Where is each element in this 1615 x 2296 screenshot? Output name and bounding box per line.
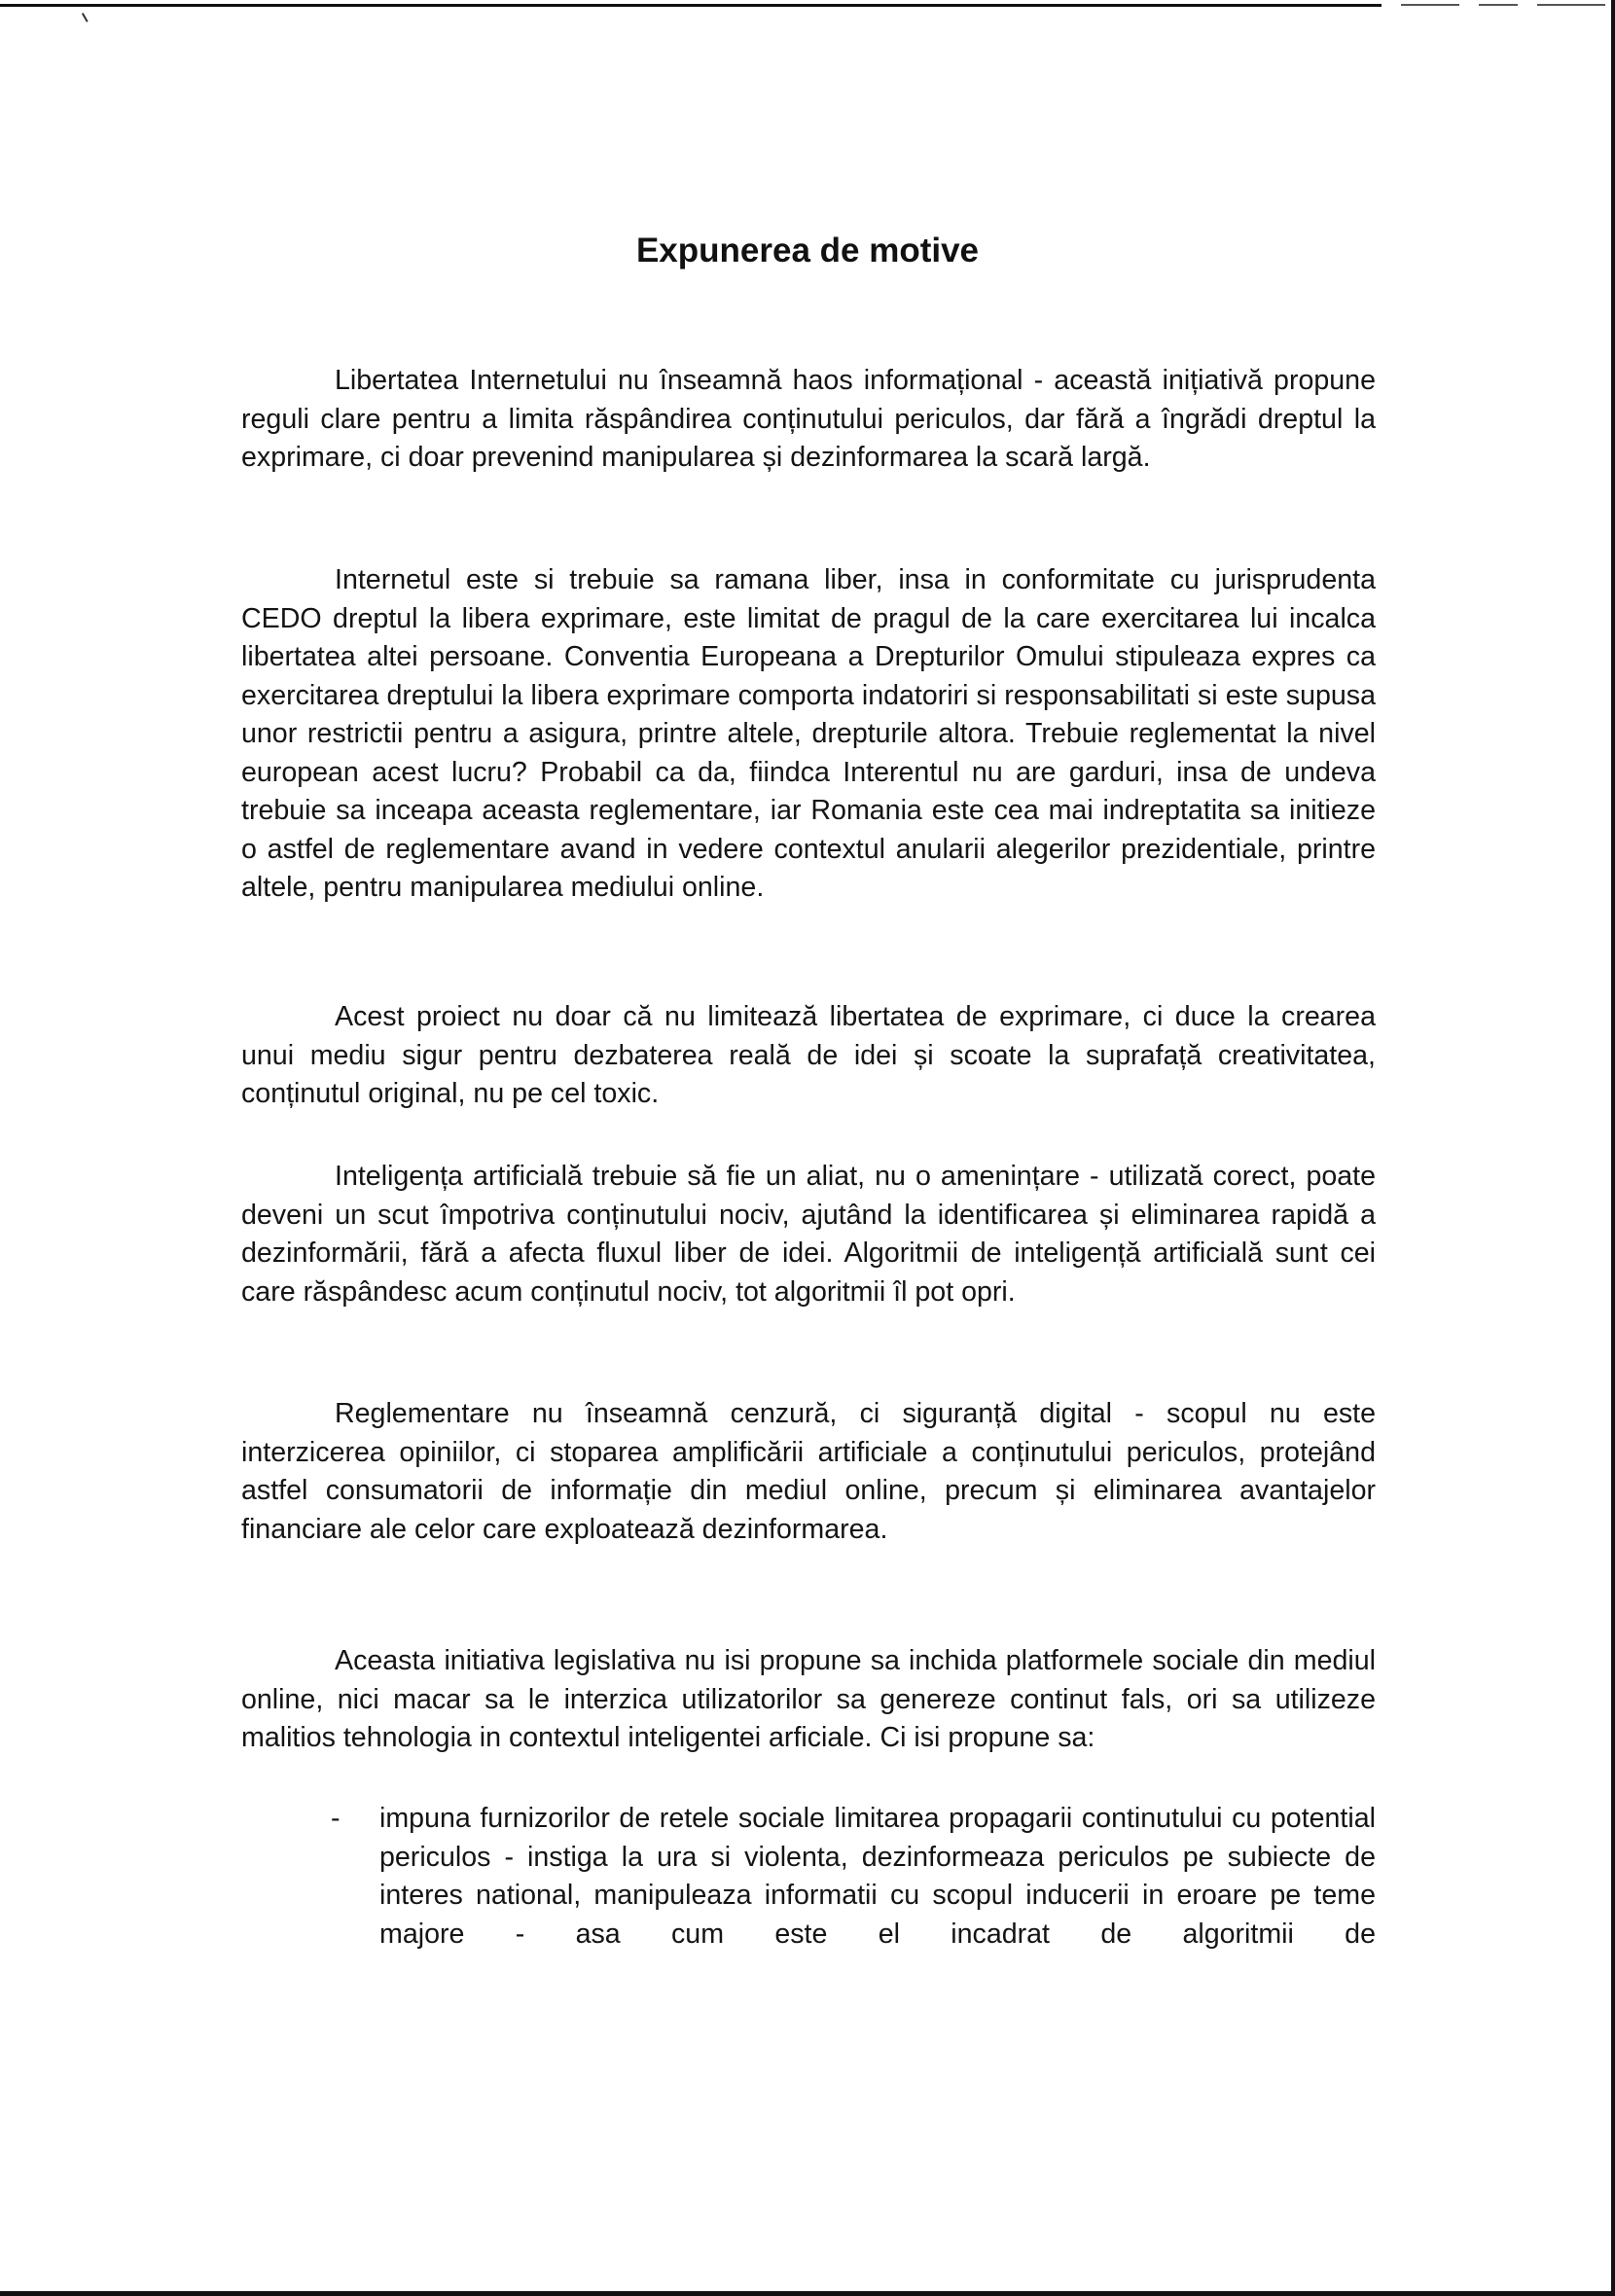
list-item-text: impuna furnizorilor de retele sociale limitarea propagarii continutului cu potential periculos - instiga la ura si violenta, dezinformeaza periculos pe subiecte de interes national, manipuleaza informatii cu scopul inducerii in eroare pe teme majore - asa cum este el incadrat de algoritmii de: [379, 1803, 1376, 1950]
scan-edge-bottom: [0, 2291, 1615, 2296]
paragraph: Aceasta initiativa legislativa nu isi propune sa inchida platformele sociale din mediul online, nici macar sa le interzica utilizatorilor sa genereze continut fals, ori sa utilizeze malitios tehnologia in contextul inteligentei arficiale. Ci isi propune sa:: [241, 1645, 1376, 1753]
paragraph: Acest proiect nu doar că nu limitează libertatea de exprimare, ci duce la crearea unui mediu sigur pentru dezbaterea reală de idei și scoate la suprafață creativitatea, conținutul original, nu pe cel toxic.: [241, 1001, 1376, 1109]
scan-edge-fragment: [1479, 4, 1518, 6]
scan-mark: [82, 11, 91, 22]
document-title: Expunerea de motive: [635, 232, 980, 269]
bullet-marker: -: [331, 1803, 341, 1834]
list-item: [331, 1800, 1376, 1954]
paragraph: Inteligența artificială trebuie să fie un aliat, nu o amenințare - utilizată corect, poate deveni un scut împotriva conținutului nociv, ajutând la identificarea și eliminarea rapidă a dezinformării, fără a afecta fluxul liber de idei. Algoritmii de inteligență artificială sunt cei care răspândesc acum conținutul nociv, tot algoritmii îl pot opri.: [241, 1161, 1376, 1308]
bullet-list: [331, 1800, 1376, 1954]
paragraph: Internetul este si trebuie sa ramana liber, insa in conformitate cu jurisprudenta CEDO dreptul la libera exprimare, este limitat de pragul de la care exercitarea lui incalca libertatea altei persoane. Conventia Europeana a Drepturilor Omului stipuleaza expres ca exercitarea dreptului la libera exprimare comporta indatoriri si responsabilitati si este supusa unor restrictii pentru a asigura, printre altele, drepturile altora. Trebuie reglementat la nivel european acest lucru? Probabil ca da, fiindca Interentul nu are garduri, insa de undeva trebuie sa inceapa aceasta reglementare, iar Romania este cea mai indreptatita sa initieze o astfel de reglementare avand in vedere contextul anularii alegerilor prezidentiale, printre altele, pentru manipularea mediului online.: [241, 564, 1376, 903]
scan-edge-fragment: [1401, 4, 1459, 6]
scan-edge-fragment: [1537, 4, 1605, 6]
scan-edge-right: [1611, 0, 1615, 2296]
paragraph: Reglementare nu înseamnă cenzură, ci siguranță digital - scopul nu este interzicerea opiniilor, ci stoparea amplificării artificiale a conținutului periculos, protejând astfel consumatorii de informație din mediul online, precum și eliminarea avantajelor financiare ale celor care exploatează dezinformarea.: [241, 1398, 1376, 1545]
paragraph: Libertatea Internetului nu înseamnă haos informațional - această inițiativă propune reguli clare pentru a limita răspândirea conținutului periculos, dar fără a îngrădi dreptul la exprimare, ci doar prevenind manipularea și dezinformarea la scară largă.: [241, 365, 1376, 473]
scan-edge-top: [0, 4, 1382, 7]
